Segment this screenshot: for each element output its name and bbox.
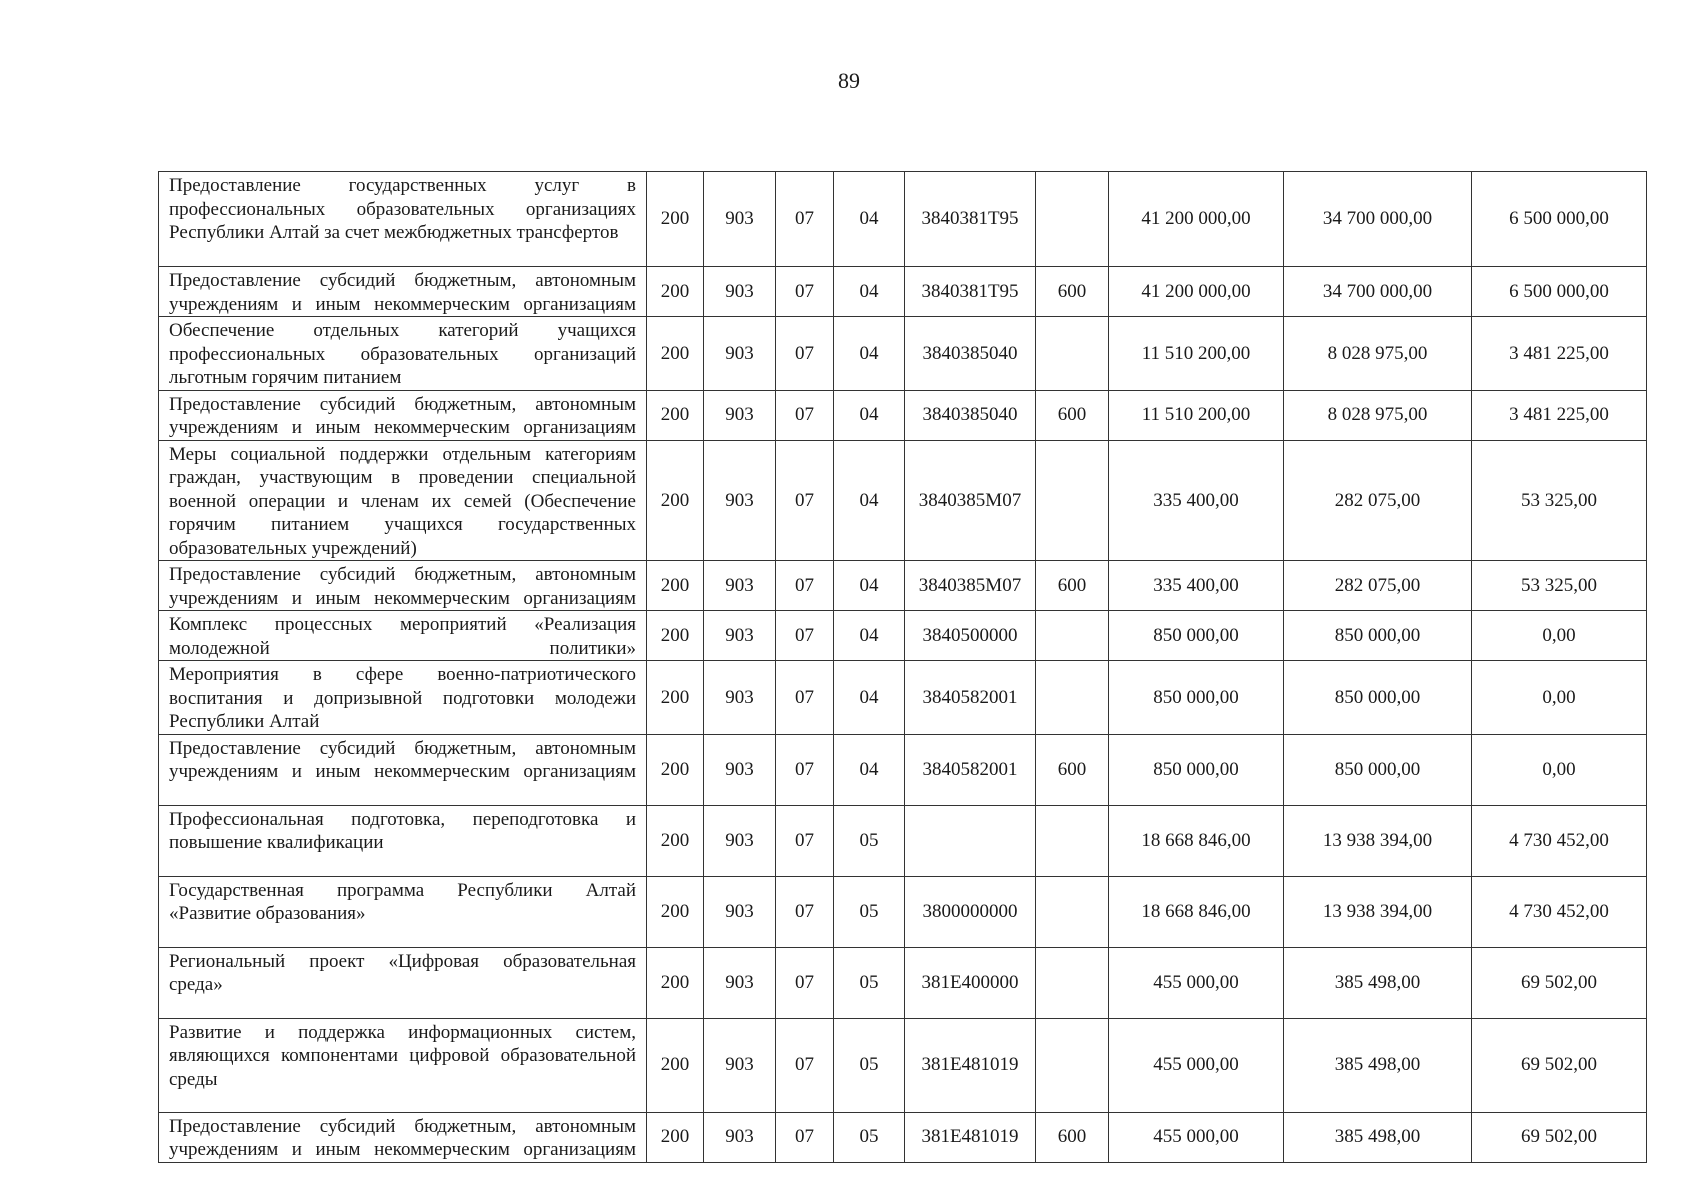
subchapter-code-cell: 04 <box>834 440 905 561</box>
amount-federal-cell: 385 498,00 <box>1284 1112 1472 1162</box>
target-item-code-cell: 381Е481019 <box>905 1112 1036 1162</box>
amount-total-cell: 850 000,00 <box>1109 611 1284 661</box>
row-name-cell: Региональный проект «Цифровая образовательная среда» <box>159 947 647 1018</box>
chapter-code-cell: 07 <box>776 1112 834 1162</box>
amount-federal-cell: 13 938 394,00 <box>1284 805 1472 876</box>
section-code-cell: 200 <box>647 734 704 805</box>
amount-regional-cell: 4 730 452,00 <box>1472 805 1647 876</box>
row-name-cell: Предоставление субсидий бюджетным, автономным учреждениям и иным некоммерческим организациям <box>159 561 647 611</box>
section-code-cell: 200 <box>647 172 704 267</box>
table-row <box>159 1112 1647 1162</box>
chapter-code-cell: 07 <box>776 172 834 267</box>
table-row <box>159 317 1647 391</box>
amount-total-cell: 18 668 846,00 <box>1109 805 1284 876</box>
chapter-code-cell: 07 <box>776 561 834 611</box>
target-item-code-cell: 3840582001 <box>905 734 1036 805</box>
row-name-cell: Предоставление субсидий бюджетным, автономным учреждениям и иным некоммерческим организациям <box>159 267 647 317</box>
amount-federal-cell: 850 000,00 <box>1284 734 1472 805</box>
target-item-code-cell: 3800000000 <box>905 876 1036 947</box>
row-name-cell: Предоставление субсидий бюджетным, автономным учреждениям и иным некоммерческим организациям <box>159 734 647 805</box>
expense-type-cell <box>1036 947 1109 1018</box>
row-name-cell: Предоставление субсидий бюджетным, автономным учреждениям и иным некоммерческим организациям <box>159 1112 647 1162</box>
subchapter-code-cell: 05 <box>834 1018 905 1112</box>
department-code-cell: 903 <box>704 876 776 947</box>
amount-total-cell: 11 510 200,00 <box>1109 390 1284 440</box>
row-name-cell: Меры социальной поддержки отдельным категориям граждан, участвующим в проведении специальной военной операции и членам их семей (Обеспечение горячим питанием учащихся государственных образовательных учреждений) <box>159 440 647 561</box>
department-code-cell: 903 <box>704 561 776 611</box>
chapter-code-cell: 07 <box>776 440 834 561</box>
amount-federal-cell: 850 000,00 <box>1284 611 1472 661</box>
expense-type-cell <box>1036 611 1109 661</box>
amount-regional-cell: 3 481 225,00 <box>1472 317 1647 391</box>
department-code-cell: 903 <box>704 661 776 735</box>
chapter-code-cell: 07 <box>776 947 834 1018</box>
subchapter-code-cell: 05 <box>834 947 905 1018</box>
expense-type-cell <box>1036 876 1109 947</box>
subchapter-code-cell: 04 <box>834 734 905 805</box>
target-item-code-cell: 3840381Т95 <box>905 172 1036 267</box>
expense-type-cell <box>1036 661 1109 735</box>
amount-total-cell: 850 000,00 <box>1109 661 1284 735</box>
department-code-cell: 903 <box>704 1018 776 1112</box>
department-code-cell: 903 <box>704 611 776 661</box>
amount-federal-cell: 282 075,00 <box>1284 440 1472 561</box>
budget-table <box>158 171 1647 1163</box>
amount-regional-cell: 4 730 452,00 <box>1472 876 1647 947</box>
amount-total-cell: 455 000,00 <box>1109 947 1284 1018</box>
section-code-cell: 200 <box>647 611 704 661</box>
amount-regional-cell: 0,00 <box>1472 661 1647 735</box>
department-code-cell: 903 <box>704 172 776 267</box>
chapter-code-cell: 07 <box>776 390 834 440</box>
chapter-code-cell: 07 <box>776 661 834 735</box>
row-name-cell: Профессиональная подготовка, переподготовка и повышение квалификации <box>159 805 647 876</box>
section-code-cell: 200 <box>647 1018 704 1112</box>
amount-federal-cell: 34 700 000,00 <box>1284 172 1472 267</box>
target-item-code-cell: 3840582001 <box>905 661 1036 735</box>
amount-total-cell: 455 000,00 <box>1109 1112 1284 1162</box>
amount-federal-cell: 34 700 000,00 <box>1284 267 1472 317</box>
chapter-code-cell: 07 <box>776 1018 834 1112</box>
department-code-cell: 903 <box>704 317 776 391</box>
subchapter-code-cell: 04 <box>834 390 905 440</box>
table-row <box>159 661 1647 735</box>
subchapter-code-cell: 05 <box>834 876 905 947</box>
amount-total-cell: 335 400,00 <box>1109 440 1284 561</box>
page-number: 89 <box>838 68 860 93</box>
amount-federal-cell: 385 498,00 <box>1284 1018 1472 1112</box>
table-row <box>159 267 1647 317</box>
amount-regional-cell: 69 502,00 <box>1472 1018 1647 1112</box>
subchapter-code-cell: 04 <box>834 172 905 267</box>
amount-federal-cell: 13 938 394,00 <box>1284 876 1472 947</box>
amount-total-cell: 455 000,00 <box>1109 1018 1284 1112</box>
amount-regional-cell: 3 481 225,00 <box>1472 390 1647 440</box>
subchapter-code-cell: 04 <box>834 267 905 317</box>
amount-total-cell: 850 000,00 <box>1109 734 1284 805</box>
chapter-code-cell: 07 <box>776 876 834 947</box>
chapter-code-cell: 07 <box>776 734 834 805</box>
department-code-cell: 903 <box>704 1112 776 1162</box>
row-name-cell: Предоставление государственных услуг в профессиональных образовательных организациях Республики Алтай за счет межбюджетных трансфертов <box>159 172 647 267</box>
expense-type-cell <box>1036 172 1109 267</box>
table-row <box>159 611 1647 661</box>
table-row <box>159 805 1647 876</box>
amount-regional-cell: 6 500 000,00 <box>1472 172 1647 267</box>
row-name-cell: Мероприятия в сфере военно-патриотического воспитания и допризывной подготовки молодежи Республики Алтай <box>159 661 647 735</box>
row-name-cell: Государственная программа Республики Алтай «Развитие образования» <box>159 876 647 947</box>
target-item-code-cell: 3840500000 <box>905 611 1036 661</box>
amount-regional-cell: 69 502,00 <box>1472 947 1647 1018</box>
expense-type-cell: 600 <box>1036 267 1109 317</box>
target-item-code-cell: 3840385М07 <box>905 561 1036 611</box>
target-item-code-cell <box>905 805 1036 876</box>
table-row <box>159 172 1647 267</box>
table-row <box>159 561 1647 611</box>
expense-type-cell <box>1036 317 1109 391</box>
section-code-cell: 200 <box>647 1112 704 1162</box>
amount-regional-cell: 0,00 <box>1472 734 1647 805</box>
section-code-cell: 200 <box>647 561 704 611</box>
table-row <box>159 734 1647 805</box>
amount-federal-cell: 385 498,00 <box>1284 947 1472 1018</box>
subchapter-code-cell: 04 <box>834 561 905 611</box>
amount-total-cell: 11 510 200,00 <box>1109 317 1284 391</box>
chapter-code-cell: 07 <box>776 805 834 876</box>
table-row <box>159 390 1647 440</box>
expense-type-cell: 600 <box>1036 390 1109 440</box>
department-code-cell: 903 <box>704 440 776 561</box>
chapter-code-cell: 07 <box>776 611 834 661</box>
amount-regional-cell: 6 500 000,00 <box>1472 267 1647 317</box>
target-item-code-cell: 3840385М07 <box>905 440 1036 561</box>
row-name-cell: Комплекс процессных мероприятий «Реализация молодежной политики» <box>159 611 647 661</box>
chapter-code-cell: 07 <box>776 267 834 317</box>
section-code-cell: 200 <box>647 440 704 561</box>
expense-type-cell <box>1036 440 1109 561</box>
section-code-cell: 200 <box>647 876 704 947</box>
amount-total-cell: 335 400,00 <box>1109 561 1284 611</box>
amount-regional-cell: 0,00 <box>1472 611 1647 661</box>
table-row <box>159 1018 1647 1112</box>
amount-regional-cell: 53 325,00 <box>1472 440 1647 561</box>
amount-federal-cell: 8 028 975,00 <box>1284 317 1472 391</box>
subchapter-code-cell: 04 <box>834 611 905 661</box>
section-code-cell: 200 <box>647 267 704 317</box>
target-item-code-cell: 3840385040 <box>905 390 1036 440</box>
expense-type-cell <box>1036 805 1109 876</box>
amount-total-cell: 41 200 000,00 <box>1109 267 1284 317</box>
row-name-cell: Предоставление субсидий бюджетным, автономным учреждениям и иным некоммерческим организациям <box>159 390 647 440</box>
department-code-cell: 903 <box>704 734 776 805</box>
row-name-cell: Обеспечение отдельных категорий учащихся профессиональных образовательных организаций льготным горячим питанием <box>159 317 647 391</box>
amount-regional-cell: 69 502,00 <box>1472 1112 1647 1162</box>
section-code-cell: 200 <box>647 805 704 876</box>
target-item-code-cell: 381Е481019 <box>905 1018 1036 1112</box>
target-item-code-cell: 3840381Т95 <box>905 267 1036 317</box>
department-code-cell: 903 <box>704 805 776 876</box>
section-code-cell: 200 <box>647 947 704 1018</box>
amount-federal-cell: 282 075,00 <box>1284 561 1472 611</box>
table-row <box>159 876 1647 947</box>
expense-type-cell: 600 <box>1036 734 1109 805</box>
expense-type-cell <box>1036 1018 1109 1112</box>
subchapter-code-cell: 04 <box>834 317 905 391</box>
amount-total-cell: 41 200 000,00 <box>1109 172 1284 267</box>
table-row <box>159 947 1647 1018</box>
table-row <box>159 440 1647 561</box>
section-code-cell: 200 <box>647 317 704 391</box>
amount-regional-cell: 53 325,00 <box>1472 561 1647 611</box>
expense-type-cell: 600 <box>1036 1112 1109 1162</box>
department-code-cell: 903 <box>704 267 776 317</box>
subchapter-code-cell: 04 <box>834 661 905 735</box>
section-code-cell: 200 <box>647 661 704 735</box>
department-code-cell: 903 <box>704 390 776 440</box>
amount-federal-cell: 850 000,00 <box>1284 661 1472 735</box>
chapter-code-cell: 07 <box>776 317 834 391</box>
subchapter-code-cell: 05 <box>834 805 905 876</box>
section-code-cell: 200 <box>647 390 704 440</box>
target-item-code-cell: 381Е400000 <box>905 947 1036 1018</box>
target-item-code-cell: 3840385040 <box>905 317 1036 391</box>
subchapter-code-cell: 05 <box>834 1112 905 1162</box>
expense-type-cell: 600 <box>1036 561 1109 611</box>
department-code-cell: 903 <box>704 947 776 1018</box>
amount-total-cell: 18 668 846,00 <box>1109 876 1284 947</box>
row-name-cell: Развитие и поддержка информационных систем, являющихся компонентами цифровой образовательной среды <box>159 1018 647 1112</box>
amount-federal-cell: 8 028 975,00 <box>1284 390 1472 440</box>
